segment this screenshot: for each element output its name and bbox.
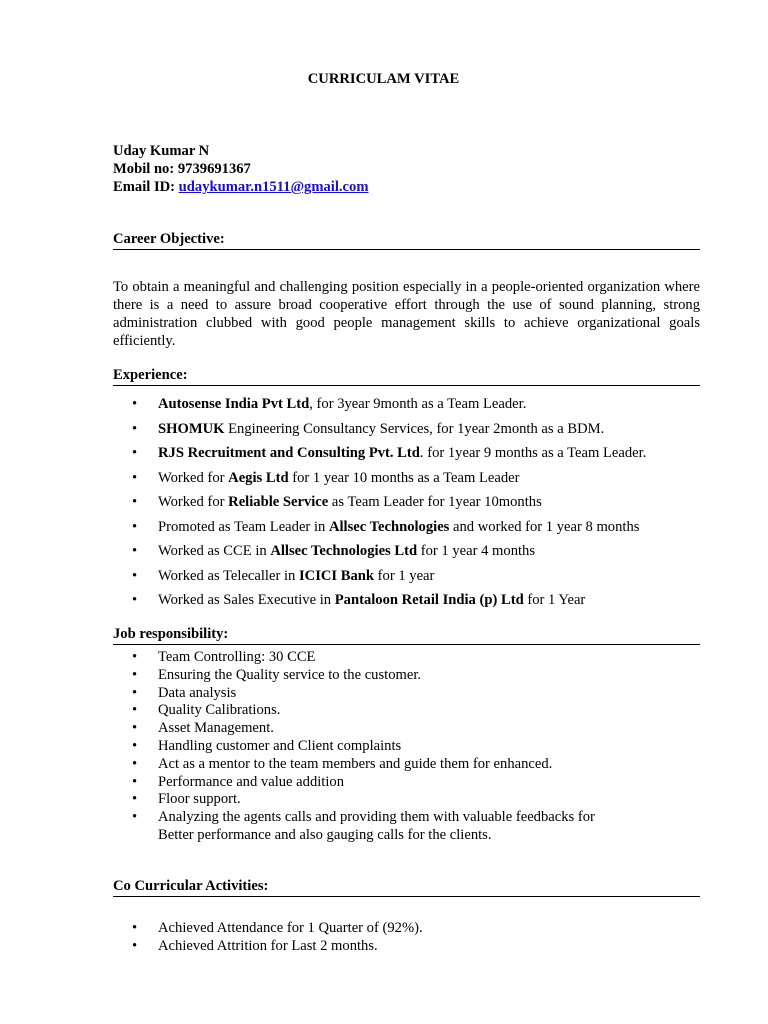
email-label: Email ID: (113, 179, 179, 195)
experience-item (113, 469, 700, 494)
bullet-icon: • (132, 684, 138, 701)
experience-detail: and worked for 1 year 8 months (449, 518, 640, 535)
experience-item (113, 591, 700, 616)
responsibility-item (113, 774, 700, 792)
responsibility-item (113, 685, 700, 703)
job-responsibility-list (113, 649, 700, 845)
experience-text: Worked as Telecaller in (158, 567, 299, 584)
co-curricular-text: Achieved Attrition for Last 2 months. (158, 937, 378, 954)
experience-text: Promoted as Team Leader in (158, 518, 329, 535)
job-responsibility-heading: Job responsibility: (113, 626, 700, 645)
mobile-number: 9739691367 (177, 161, 251, 177)
experience-text: Worked for (158, 494, 229, 510)
bullet-icon: • (132, 592, 138, 608)
experience-item (113, 420, 700, 445)
responsibility-text: Ensuring the Quality service to the customer. (158, 666, 422, 683)
employer-name: RJS Recruitment and Consulting Pvt. Ltd (158, 445, 420, 461)
bullet-icon: • (132, 469, 138, 486)
responsibility-text: Floor support. (158, 791, 241, 808)
mobile-label: Mobil no: (113, 161, 178, 177)
experience-detail: for 1 year (374, 567, 435, 584)
candidate-name: Uday Kumar N (113, 143, 210, 159)
employer-name: Pantaloon Retail India (p) Ltd (334, 592, 524, 608)
experience-item (113, 493, 700, 518)
bullet-icon: • (132, 649, 138, 665)
co-curricular-list (113, 920, 700, 956)
experience-detail: . for 1year 9 months as a Team Leader. (419, 445, 647, 461)
employer-name: Aegis Ltd (228, 469, 289, 486)
responsibility-text: Act as a mentor to the team members and guide them for enhanced. (158, 755, 553, 772)
responsibility-text: Data analysis (158, 684, 237, 701)
co-curricular-text: Achieved Attendance for 1 Quarter of (92%). (158, 920, 423, 936)
experience-item (113, 518, 700, 543)
bullet-icon: • (132, 791, 138, 808)
bullet-icon: • (132, 773, 138, 790)
experience-detail: , for 3year 9month as a Team Leader. (309, 396, 527, 412)
experience-detail: for 1 year 4 months (417, 543, 536, 559)
email-link[interactable]: udaykumar.n1511@gmail.com (178, 179, 369, 195)
bullet-icon: • (132, 445, 138, 461)
responsibility-continuation: Better performance and also gauging calls for the clients. (158, 826, 492, 843)
responsibility-text: Team Controlling: 30 CCE (158, 649, 316, 665)
bullet-icon: • (132, 937, 138, 954)
responsibility-text: Performance and value addition (158, 773, 344, 790)
bullet-icon: • (132, 396, 138, 412)
responsibility-item (113, 702, 700, 720)
experience-detail: for 1 Year (523, 592, 586, 608)
experience-text: Worked as CCE in (158, 543, 271, 559)
responsibility-item (113, 756, 700, 774)
experience-detail: as Team Leader for 1year 10months (328, 494, 542, 510)
bullet-icon: • (132, 920, 138, 936)
bullet-icon: • (132, 567, 138, 584)
responsibility-text: Asset Management. (158, 720, 274, 737)
responsibility-item (113, 720, 700, 738)
email-line (113, 178, 368, 196)
mobile-line (113, 160, 368, 178)
bullet-icon: • (132, 809, 138, 826)
bullet-icon: • (132, 420, 138, 437)
cv-page (113, 0, 700, 1024)
document-title: CURRICULAM VITAE (307, 71, 460, 87)
career-objective-text: To obtain a meaningful and challenging position especially in a people-oriented organization where there is a need to assure broad cooperative effort through the use of sound planning, strong administration clubbed with good people management skills to achieve organizational goals efficiently. (113, 279, 700, 349)
bullet-icon: • (132, 518, 138, 535)
co-curricular-item (113, 938, 700, 956)
bullet-icon: • (132, 702, 138, 719)
experience-text: Worked for (158, 469, 229, 486)
co-curricular-item (113, 920, 700, 938)
experience-heading: Experience: (113, 367, 700, 386)
responsibility-text: Quality Calibrations. (158, 702, 281, 719)
experience-detail: for 1 year 10 months as a Team Leader (288, 469, 520, 486)
contact-block (113, 142, 368, 196)
experience-item (113, 395, 700, 420)
responsibility-text: Handling customer and Client complaints (158, 737, 402, 754)
experience-list (113, 395, 700, 616)
experience-item (113, 444, 700, 469)
experience-text: Worked as Sales Executive in (158, 592, 335, 608)
experience-item (113, 567, 700, 592)
responsibility-item (113, 738, 700, 756)
bullet-icon: • (132, 755, 138, 772)
co-curricular-heading: Co Curricular Activities: (113, 878, 700, 897)
employer-name: Autosense India Pvt Ltd (158, 396, 310, 412)
experience-detail: Engineering Consultancy Services, for 1year 2month as a BDM. (224, 420, 605, 437)
employer-name: Reliable Service (228, 494, 329, 510)
employer-name: ICICI Bank (298, 567, 375, 584)
responsibility-item (113, 649, 700, 667)
responsibility-item (113, 667, 700, 685)
bullet-icon: • (132, 720, 138, 737)
bullet-icon: • (132, 666, 138, 683)
employer-name: SHOMUK (158, 420, 225, 437)
employer-name: Allsec Technologies Ltd (270, 543, 418, 559)
career-objective-heading: Career Objective: (113, 231, 700, 250)
bullet-icon: • (132, 737, 138, 754)
bullet-icon: • (132, 543, 138, 559)
bullet-icon: • (132, 494, 138, 510)
experience-item (113, 542, 700, 567)
employer-name: Allsec Technologies (328, 518, 450, 535)
responsibility-item (113, 809, 700, 827)
responsibility-item (113, 791, 700, 809)
responsibility-text: Analyzing the agents calls and providing them with valuable feedbacks for (158, 809, 595, 826)
